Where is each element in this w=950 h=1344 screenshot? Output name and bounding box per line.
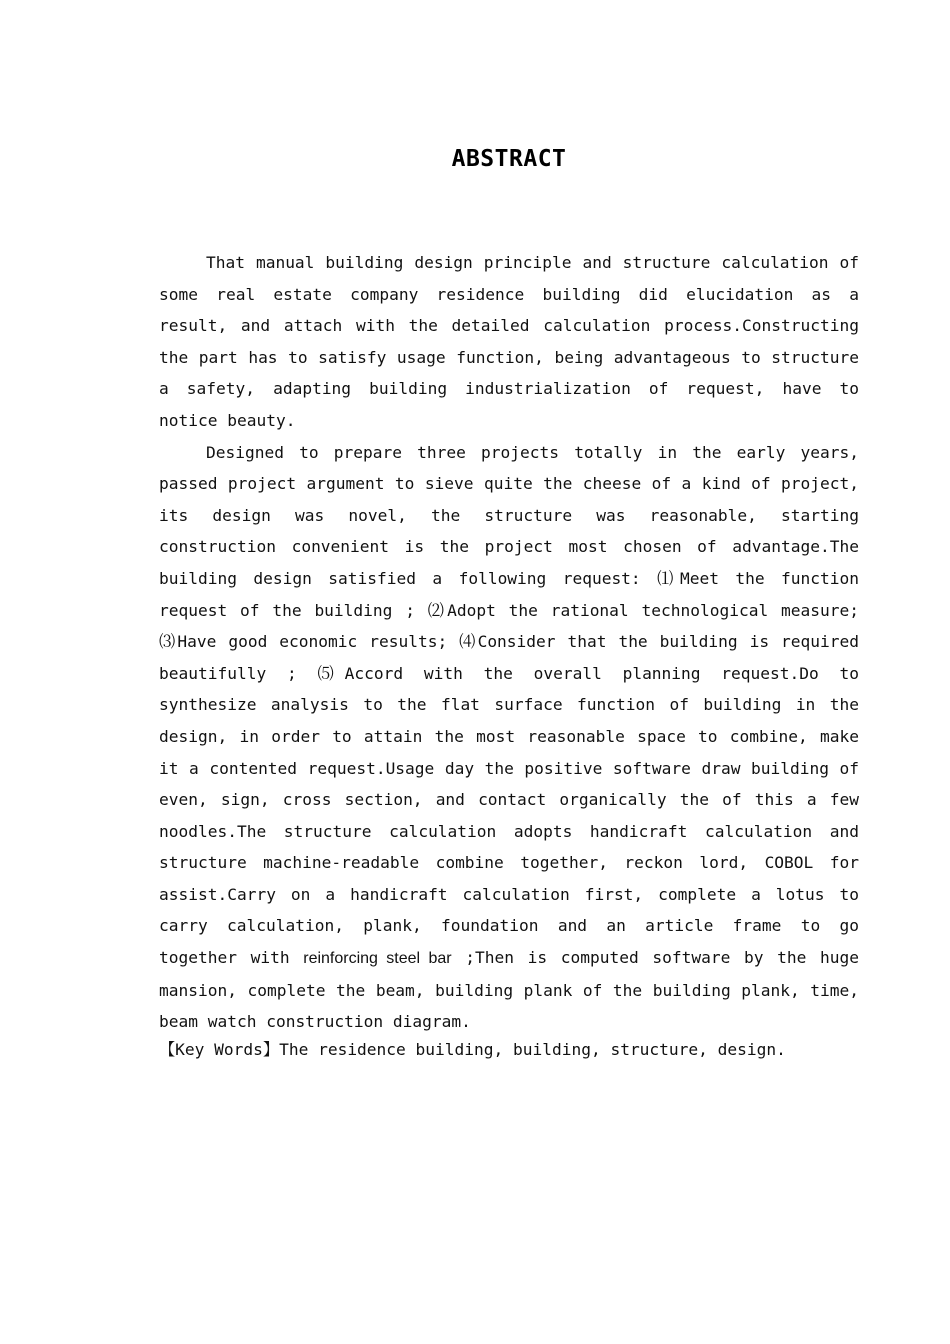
abstract-paragraph-2 bbox=[159, 437, 859, 1038]
keywords-line bbox=[159, 1036, 859, 1064]
paragraph-2-text-end: ;Then is computed software by the huge mansion, complete the beam, building plank of the building plank, time, beam watch construction diagram. bbox=[159, 948, 859, 1032]
paragraph-2-text-start: Designed to prepare three projects totally in the early years, passed project argument to sieve quite the cheese of a kind of project, its design was novel, the structure was reasonable, starting construction convenient is the project most chosen of advantage.The building design satisfied a following request: ⑴Meet the function request of the building ; ⑵Adopt the rational technological measure; ⑶Have good economic results; ⑷Consider that the building is required beautifully ; ⑸Accord with the overall planning request.Do to synthesize analysis to the flat surface function of building in the design, in order to attain the most reasonable space to combine, make it a contented request.Usage day the positive software draw building of even, sign, cross section, and contact organically the of this a few noodles.The structure calculation adopts handicraft calculation and structure machine-readable combine together, reckon lord, COBOL for assist.Carry on a handicraft calculation first, complete a lotus to carry calculation, plank, foundation and an article frame to go together with bbox=[159, 442, 859, 968]
abstract-body bbox=[159, 247, 859, 1038]
paragraph-2-term: reinforcing steel bar bbox=[303, 950, 452, 968]
abstract-title: ABSTRACT bbox=[451, 146, 567, 172]
abstract-paragraph-1: That manual building design principle and structure calculation of some real estate company residence building did elucidation as a result, and attach with the detailed calculation process.Constructing the part has to satisfy usage function, being advantageous to structure a safety, adapting building industrialization of request, have to notice beauty. bbox=[159, 253, 859, 430]
keywords-text: The residence building, building, structure, design. bbox=[279, 1040, 786, 1059]
keywords-label: 【Key Words】 bbox=[159, 1040, 280, 1059]
